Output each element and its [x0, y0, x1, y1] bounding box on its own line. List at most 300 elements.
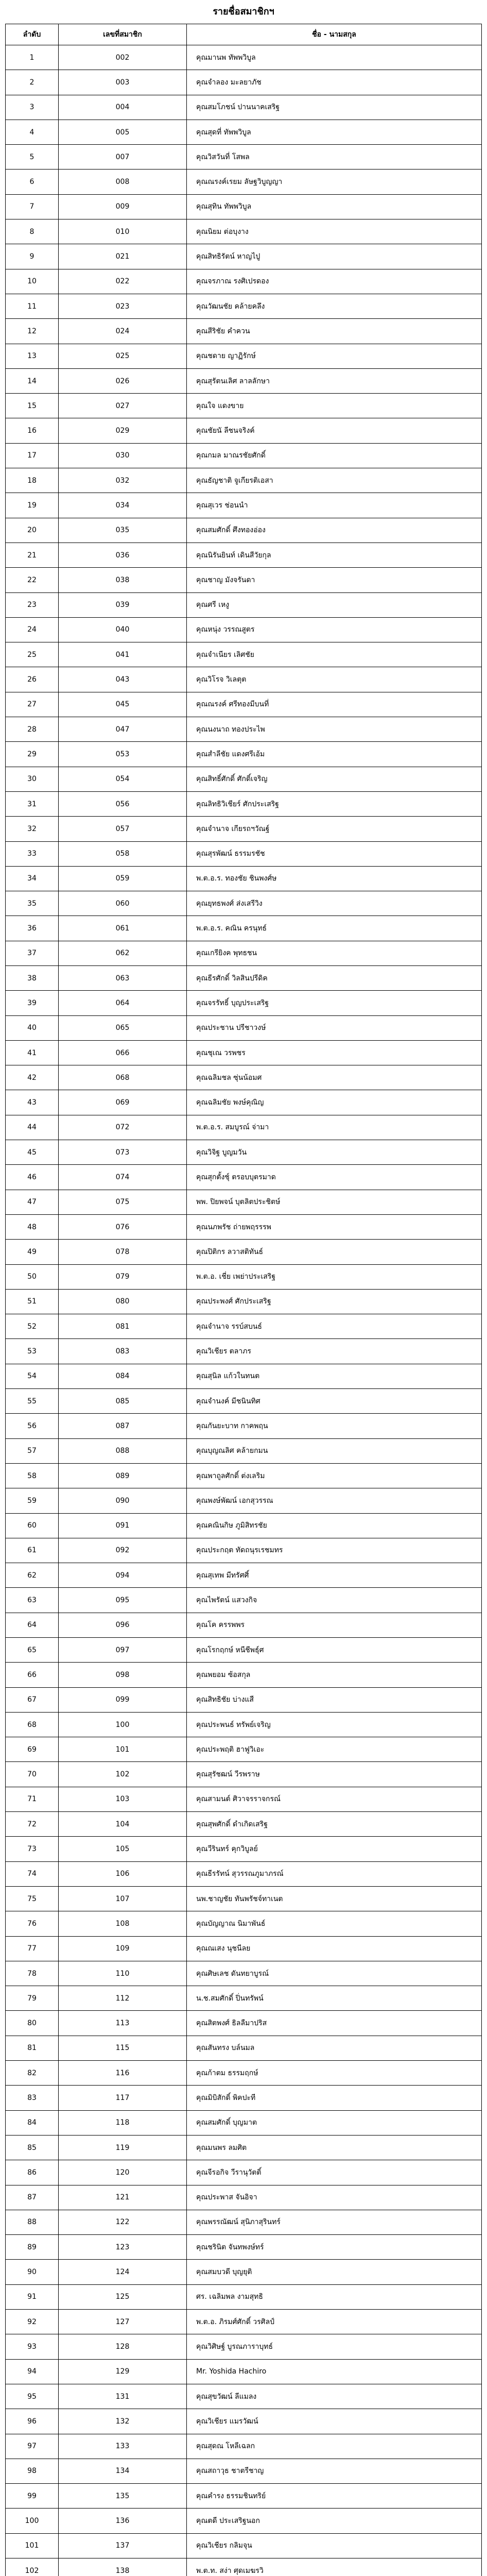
column-header-member-id: เลขที่สมาชิก — [59, 24, 187, 45]
member-id-cell: 134 — [59, 2459, 187, 2483]
member-id-cell: 092 — [59, 1538, 187, 1563]
row-number-cell: 4 — [6, 120, 59, 144]
member-id-cell: 129 — [59, 2359, 187, 2384]
row-number-cell: 95 — [6, 2384, 59, 2409]
table-row — [6, 941, 482, 965]
table-row — [6, 2409, 482, 2434]
member-id-cell: 057 — [59, 817, 187, 841]
table-row — [6, 1240, 482, 1264]
row-number-cell: 14 — [6, 368, 59, 393]
member-name-cell: คุณประกฤต ทัดถนุรเรชมทร — [187, 1538, 482, 1563]
table-row — [6, 2086, 482, 2110]
member-id-cell: 039 — [59, 592, 187, 617]
table-row — [6, 394, 482, 418]
member-id-cell: 045 — [59, 692, 187, 717]
member-name-cell: คุณสุรัตนเลิศ ลาลลักษา — [187, 368, 482, 393]
table-row — [6, 1613, 482, 1637]
row-number-cell: 96 — [6, 2409, 59, 2434]
row-number-cell: 19 — [6, 493, 59, 518]
member-id-cell: 003 — [59, 70, 187, 95]
table-row — [6, 2359, 482, 2384]
row-number-cell: 41 — [6, 1040, 59, 1065]
member-id-cell: 098 — [59, 1663, 187, 1687]
column-header-number: ลำดับ — [6, 24, 59, 45]
member-id-cell: 034 — [59, 493, 187, 518]
table-row — [6, 1886, 482, 1911]
member-name-cell: คุณมานพ ทัพพวิบูล — [187, 45, 482, 70]
member-id-cell: 075 — [59, 1190, 187, 1214]
member-name-cell: คุณสุขวัฒน์ ลีแมลง — [187, 2384, 482, 2409]
table-row — [6, 269, 482, 294]
member-id-cell: 066 — [59, 1040, 187, 1065]
row-number-cell: 57 — [6, 1438, 59, 1463]
member-id-cell: 024 — [59, 319, 187, 344]
table-row — [6, 1837, 482, 1861]
row-number-cell: 51 — [6, 1289, 59, 1314]
member-name-cell: คุณฉลิมชัย พงษ์คุณิญ — [187, 1090, 482, 1115]
table-row — [6, 592, 482, 617]
table-row — [6, 95, 482, 120]
table-header-row — [6, 24, 482, 45]
member-id-cell: 056 — [59, 791, 187, 816]
row-number-cell: 87 — [6, 2185, 59, 2210]
member-id-cell: 059 — [59, 866, 187, 891]
table-row — [6, 767, 482, 791]
table-row — [6, 667, 482, 692]
member-id-cell: 108 — [59, 1911, 187, 1936]
table-row — [6, 294, 482, 318]
row-number-cell: 2 — [6, 70, 59, 95]
member-id-cell: 127 — [59, 2310, 187, 2334]
row-number-cell: 93 — [6, 2334, 59, 2359]
member-id-cell: 100 — [59, 1712, 187, 1737]
member-name-cell: คุณวิเชียร แมรวัฒน์ — [187, 2409, 482, 2434]
row-number-cell: 69 — [6, 1737, 59, 1762]
member-name-cell: คุณจำลอง มะลยาภัช — [187, 70, 482, 95]
member-id-cell: 088 — [59, 1438, 187, 1463]
row-number-cell: 56 — [6, 1414, 59, 1438]
row-number-cell: 71 — [6, 1787, 59, 1811]
member-id-cell: 063 — [59, 965, 187, 990]
member-id-cell: 103 — [59, 1787, 187, 1811]
member-name-cell: คุณกมล มาณรชัยศักดิ์ — [187, 443, 482, 468]
table-row — [6, 2533, 482, 2558]
member-id-cell: 084 — [59, 1364, 187, 1388]
member-id-cell: 097 — [59, 1638, 187, 1663]
member-id-cell: 022 — [59, 269, 187, 294]
table-row — [6, 1911, 482, 1936]
table-row — [6, 1538, 482, 1563]
member-name-cell: คุณสิทธิรัตน์ หาญไปู — [187, 244, 482, 269]
member-id-cell: 096 — [59, 1613, 187, 1637]
member-name-cell: คุณสำลีชัย แดงศรีเอ้ม — [187, 742, 482, 767]
table-body — [6, 45, 482, 2576]
member-id-cell: 132 — [59, 2409, 187, 2434]
table-row — [6, 2110, 482, 2135]
member-id-cell: 023 — [59, 294, 187, 318]
member-name-cell: คุณสถาวุธ ชาตรีชาญ — [187, 2459, 482, 2483]
table-row — [6, 120, 482, 144]
member-name-cell: คุณโค ครรพพร — [187, 1613, 482, 1637]
member-id-cell: 131 — [59, 2384, 187, 2409]
row-number-cell: 25 — [6, 642, 59, 667]
member-id-cell: 027 — [59, 394, 187, 418]
member-id-cell: 116 — [59, 2061, 187, 2086]
row-number-cell: 30 — [6, 767, 59, 791]
table-row — [6, 2210, 482, 2234]
member-id-cell: 030 — [59, 443, 187, 468]
member-name-cell: คุณจำเนียร เลิศชัย — [187, 642, 482, 667]
table-row — [6, 866, 482, 891]
row-number-cell: 31 — [6, 791, 59, 816]
row-number-cell: 63 — [6, 1588, 59, 1613]
row-number-cell: 99 — [6, 2484, 59, 2509]
table-row — [6, 1438, 482, 1463]
member-id-cell: 073 — [59, 1140, 187, 1165]
row-number-cell: 26 — [6, 667, 59, 692]
table-row — [6, 1140, 482, 1165]
member-id-cell: 008 — [59, 170, 187, 194]
row-number-cell: 80 — [6, 2011, 59, 2036]
row-number-cell: 59 — [6, 1488, 59, 1513]
table-row — [6, 1115, 482, 1140]
member-name-cell: คุณบัญญาณ นิมาพันธ์ — [187, 1911, 482, 1936]
member-name-cell: คุณณรงค์ ศรีทองมีบนที่ — [187, 692, 482, 717]
row-number-cell: 9 — [6, 244, 59, 269]
row-number-cell: 1 — [6, 45, 59, 70]
member-id-cell: 117 — [59, 2086, 187, 2110]
member-id-cell: 062 — [59, 941, 187, 965]
member-name-cell: คุณวิสวันที่ โสพล — [187, 145, 482, 170]
row-number-cell: 61 — [6, 1538, 59, 1563]
member-name-cell: คุณสุรัชฒน์ วีรพราษ — [187, 1762, 482, 1787]
table-row — [6, 2036, 482, 2060]
member-name-cell: คุณสมโภชน์ ปานนาคเสริฐ — [187, 95, 482, 120]
member-id-cell: 081 — [59, 1314, 187, 1339]
member-name-cell: คุณคำรง ธรรมชินทริย์ — [187, 2484, 482, 2509]
member-name-cell: พ.ต.อ. ภิรมศ์ศักดิ์ วรศิลป์ — [187, 2310, 482, 2334]
member-name-cell: คุณบุญณลิศ คล้ายกมน — [187, 1438, 482, 1463]
table-row — [6, 2011, 482, 2036]
row-number-cell: 90 — [6, 2260, 59, 2284]
member-name-cell: คุณสมบวดี บุญยุติ — [187, 2260, 482, 2284]
member-name-cell: คุณหนุ่ง วรรณสูตร — [187, 617, 482, 642]
row-number-cell: 88 — [6, 2210, 59, 2234]
member-id-cell: 099 — [59, 1687, 187, 1712]
member-name-cell: คุณประพาส จันอิจา — [187, 2185, 482, 2210]
row-number-cell: 75 — [6, 1886, 59, 1911]
member-name-cell: คุณสุเทพ มีทรัศศิ์ — [187, 1563, 482, 1588]
row-number-cell: 55 — [6, 1389, 59, 1414]
row-number-cell: 77 — [6, 1936, 59, 1961]
table-row — [6, 891, 482, 916]
member-id-cell: 040 — [59, 617, 187, 642]
table-row — [6, 493, 482, 518]
member-name-cell: คุณสันทรง บล์นมล — [187, 2036, 482, 2060]
row-number-cell: 7 — [6, 194, 59, 219]
member-name-cell: คุณวิเชียร ตลาภร — [187, 1339, 482, 1364]
member-name-cell: คุณวัฒนชัย คล้ายคลึง — [187, 294, 482, 318]
member-name-cell: นพ.ชาญชัย ทันพรัชจ์ทาเนต — [187, 1886, 482, 1911]
row-number-cell: 36 — [6, 916, 59, 941]
member-id-cell: 054 — [59, 767, 187, 791]
member-id-cell: 036 — [59, 543, 187, 567]
row-number-cell: 18 — [6, 468, 59, 493]
member-id-cell: 115 — [59, 2036, 187, 2060]
member-id-cell: 005 — [59, 120, 187, 144]
table-row — [6, 2260, 482, 2284]
table-row — [6, 1264, 482, 1289]
member-name-cell: คุณสมศักดิ์ ศึงทองอ่อง — [187, 518, 482, 543]
member-name-cell: คุณสุรพัฒน์ ธรรมรชัช — [187, 841, 482, 866]
row-number-cell: 81 — [6, 2036, 59, 2060]
member-name-cell: คุณสุเวร ช่อนนำ — [187, 493, 482, 518]
table-row — [6, 170, 482, 194]
member-name-cell: พ.ต.อ. เชี่ย เพย่าประเสริฐ — [187, 1264, 482, 1289]
member-name-cell: คุณศรี เหงู — [187, 592, 482, 617]
row-number-cell: 92 — [6, 2310, 59, 2334]
row-number-cell: 98 — [6, 2459, 59, 2483]
table-row — [6, 194, 482, 219]
member-name-cell: คุณวิจิฐ บูญมวัน — [187, 1140, 482, 1165]
row-number-cell: 40 — [6, 1015, 59, 1040]
table-row — [6, 1339, 482, 1364]
table-row — [6, 1065, 482, 1090]
table-row — [6, 2310, 482, 2334]
member-id-cell: 137 — [59, 2533, 187, 2558]
row-number-cell: 74 — [6, 1861, 59, 1886]
member-id-cell: 121 — [59, 2185, 187, 2210]
table-row — [6, 2509, 482, 2533]
row-number-cell: 22 — [6, 568, 59, 592]
row-number-cell: 35 — [6, 891, 59, 916]
member-id-cell: 102 — [59, 1762, 187, 1787]
member-id-cell: 068 — [59, 1065, 187, 1090]
row-number-cell: 20 — [6, 518, 59, 543]
member-id-cell: 104 — [59, 1812, 187, 1837]
member-table — [5, 24, 482, 2576]
member-name-cell: คุณธัญชาติ จูเกียรติเอสา — [187, 468, 482, 493]
table-row — [6, 1986, 482, 2011]
member-name-cell: คุณณเสง นุชนีลย — [187, 1936, 482, 1961]
member-name-cell: คุณนงนาถ ทองประไพ — [187, 717, 482, 742]
member-id-cell: 123 — [59, 2235, 187, 2260]
member-id-cell: 076 — [59, 1214, 187, 1239]
row-number-cell: 78 — [6, 1961, 59, 1986]
member-id-cell: 061 — [59, 916, 187, 941]
member-name-cell: คุณสุพศักดิ์ ดำเกิดเสริฐ — [187, 1812, 482, 1837]
member-id-cell: 002 — [59, 45, 187, 70]
member-name-cell: คุณพงษ์พัฒน์ เอกสุวรรณ — [187, 1488, 482, 1513]
member-name-cell: คุณจำนาจ เกียรถฯวัณฐ์ — [187, 817, 482, 841]
member-name-cell: คุณจรรัทธิ์ บุญประเสริฐ — [187, 991, 482, 1015]
table-row — [6, 1861, 482, 1886]
table-row — [6, 1712, 482, 1737]
row-number-cell: 32 — [6, 817, 59, 841]
row-number-cell: 85 — [6, 2135, 59, 2160]
member-name-cell: คุณศิษเลช ดันทยาบูรณ์ — [187, 1961, 482, 1986]
row-number-cell: 53 — [6, 1339, 59, 1364]
row-number-cell: 6 — [6, 170, 59, 194]
member-id-cell: 007 — [59, 145, 187, 170]
table-row — [6, 1812, 482, 1837]
member-id-cell: 069 — [59, 1090, 187, 1115]
member-id-cell: 125 — [59, 2284, 187, 2309]
table-row — [6, 2459, 482, 2483]
table-row — [6, 1563, 482, 1588]
member-name-cell: พ.ต.อ.ร. คณิน ครนุทธ์ — [187, 916, 482, 941]
member-id-cell: 029 — [59, 418, 187, 443]
row-number-cell: 21 — [6, 543, 59, 567]
member-id-cell: 122 — [59, 2210, 187, 2234]
table-row — [6, 1389, 482, 1414]
member-name-cell: คุณยุทธพงศ์ ส่งเสรีวิง — [187, 891, 482, 916]
table-row — [6, 965, 482, 990]
table-row — [6, 1961, 482, 1986]
table-row — [6, 1762, 482, 1787]
member-name-cell: คุณพยอม ซ้อสกุล — [187, 1663, 482, 1687]
row-number-cell: 86 — [6, 2160, 59, 2185]
table-row — [6, 1687, 482, 1712]
table-row — [6, 1289, 482, 1314]
member-name-cell: คุณจำนงค์ มีชนินทิศ — [187, 1389, 482, 1414]
member-id-cell: 119 — [59, 2135, 187, 2160]
member-id-cell: 109 — [59, 1936, 187, 1961]
table-row — [6, 617, 482, 642]
member-name-cell: Mr. Yoshida Hachiro — [187, 2359, 482, 2384]
table-row — [6, 692, 482, 717]
member-name-cell: น.ช.สมศักดิ์ ปิ่นทรัพน์ — [187, 1986, 482, 2011]
member-name-cell: คุณสามนต์ ศิวาจรราจกรณ์ — [187, 1787, 482, 1811]
row-number-cell: 54 — [6, 1364, 59, 1388]
member-name-cell: คุณพรรณัฒน์ สุนิภาสุรินทร์ — [187, 2210, 482, 2234]
table-row — [6, 2284, 482, 2309]
member-name-cell: พ.ต.อ.ร. ทองชัย ชินพงศ์ษ — [187, 866, 482, 891]
row-number-cell: 82 — [6, 2061, 59, 2086]
table-row — [6, 1737, 482, 1762]
row-number-cell: 97 — [6, 2434, 59, 2459]
row-number-cell: 45 — [6, 1140, 59, 1165]
row-number-cell: 28 — [6, 717, 59, 742]
member-name-cell: คุณพาถูลศักดิ์ ต่งเลริม — [187, 1463, 482, 1488]
row-number-cell: 64 — [6, 1613, 59, 1637]
table-row — [6, 418, 482, 443]
table-row — [6, 219, 482, 244]
member-id-cell: 010 — [59, 219, 187, 244]
member-name-cell: คุณลิทธิวิเชียร์ ศักประเสริฐ — [187, 791, 482, 816]
table-row — [6, 2235, 482, 2260]
row-number-cell: 37 — [6, 941, 59, 965]
table-row — [6, 1787, 482, 1811]
member-id-cell: 110 — [59, 1961, 187, 1986]
column-header-name: ชื่อ - นามสกุล — [187, 24, 482, 45]
row-number-cell: 3 — [6, 95, 59, 120]
row-number-cell: 100 — [6, 2509, 59, 2533]
row-number-cell: 38 — [6, 965, 59, 990]
row-number-cell: 52 — [6, 1314, 59, 1339]
row-number-cell: 23 — [6, 592, 59, 617]
table-row — [6, 1090, 482, 1115]
member-name-cell: พ.ต.ท. สง่า ศุดเมฆรวิ — [187, 2558, 482, 2576]
member-id-cell: 128 — [59, 2334, 187, 2359]
member-id-cell: 026 — [59, 368, 187, 393]
table-row — [6, 2334, 482, 2359]
member-name-cell: คุณนภพรัช ถ่ายพฤรรรพ — [187, 1214, 482, 1239]
table-row — [6, 2061, 482, 2086]
member-name-cell: คุณจำนาจ รรบ์สบนธ์ — [187, 1314, 482, 1339]
member-name-cell: คุณชรินิต จันทพงษ์ทร์ — [187, 2235, 482, 2260]
row-number-cell: 43 — [6, 1090, 59, 1115]
row-number-cell: 65 — [6, 1638, 59, 1663]
row-number-cell: 50 — [6, 1264, 59, 1289]
row-number-cell: 8 — [6, 219, 59, 244]
row-number-cell: 89 — [6, 2235, 59, 2260]
table-row — [6, 368, 482, 393]
member-name-cell: คุณชดาย ญาฏิรักษ์ — [187, 344, 482, 368]
row-number-cell: 70 — [6, 1762, 59, 1787]
row-number-cell: 58 — [6, 1463, 59, 1488]
member-id-cell: 074 — [59, 1165, 187, 1190]
member-name-cell: คุณคณินกิษ ภูมิสิทรชัย — [187, 1513, 482, 1538]
table-row — [6, 1663, 482, 1687]
member-name-cell: คุณนิยม ต่อบุงาง — [187, 219, 482, 244]
member-name-cell: คุณนิรันยินท์ เดินสีวัยกุล — [187, 543, 482, 567]
member-id-cell: 112 — [59, 1986, 187, 2011]
table-row — [6, 2160, 482, 2185]
table-row — [6, 841, 482, 866]
member-id-cell: 060 — [59, 891, 187, 916]
member-name-cell: คุณสมศักดิ์ บุญมาต — [187, 2110, 482, 2135]
member-name-cell: คุณสุดณ โหลีเฉลก — [187, 2434, 482, 2459]
member-name-cell: คุณสีริชัย คำควน — [187, 319, 482, 344]
page-title: รายชื่อสมาชิกฯ — [213, 6, 274, 17]
table-row — [6, 45, 482, 70]
table-row — [6, 1040, 482, 1065]
table-row — [6, 2484, 482, 2509]
member-name-cell: คุณสุกตั้งชุ์ ตรอบบุตรมาด — [187, 1165, 482, 1190]
row-number-cell: 11 — [6, 294, 59, 318]
row-number-cell: 29 — [6, 742, 59, 767]
row-number-cell: 12 — [6, 319, 59, 344]
member-name-cell: พพ. ปิยพจน์ บุตลิตประชิตษ์ — [187, 1190, 482, 1214]
member-name-cell: คุณจรภาณ รงศิเปรดอง — [187, 269, 482, 294]
member-name-cell: คุณวิเชียร กลิมจุน — [187, 2533, 482, 2558]
row-number-cell: 47 — [6, 1190, 59, 1214]
table-row — [6, 443, 482, 468]
table-row — [6, 2558, 482, 2576]
member-id-cell: 138 — [59, 2558, 187, 2576]
table-row — [6, 319, 482, 344]
member-id-cell: 085 — [59, 1389, 187, 1414]
member-id-cell: 053 — [59, 742, 187, 767]
table-row — [6, 1165, 482, 1190]
member-name-cell: คุณชุเณ วรพชร — [187, 1040, 482, 1065]
table-row — [6, 2434, 482, 2459]
member-name-cell: คุณธีรรัทน์ สุวรรณภูมาภรณ์ — [187, 1861, 482, 1886]
member-name-cell: คุณประพนธ์ ทรัพย์เจริญ — [187, 1712, 482, 1737]
member-name-cell: คุณสุดที่ ทัพพวิบูล — [187, 120, 482, 144]
row-number-cell: 27 — [6, 692, 59, 717]
member-name-cell: คุณปิติกร ลวาสติทันธ์ — [187, 1240, 482, 1264]
table-row — [6, 1513, 482, 1538]
table-row — [6, 817, 482, 841]
row-number-cell: 79 — [6, 1986, 59, 2011]
member-id-cell: 004 — [59, 95, 187, 120]
table-row — [6, 1364, 482, 1388]
row-number-cell: 17 — [6, 443, 59, 468]
member-id-cell: 078 — [59, 1240, 187, 1264]
row-number-cell: 42 — [6, 1065, 59, 1090]
